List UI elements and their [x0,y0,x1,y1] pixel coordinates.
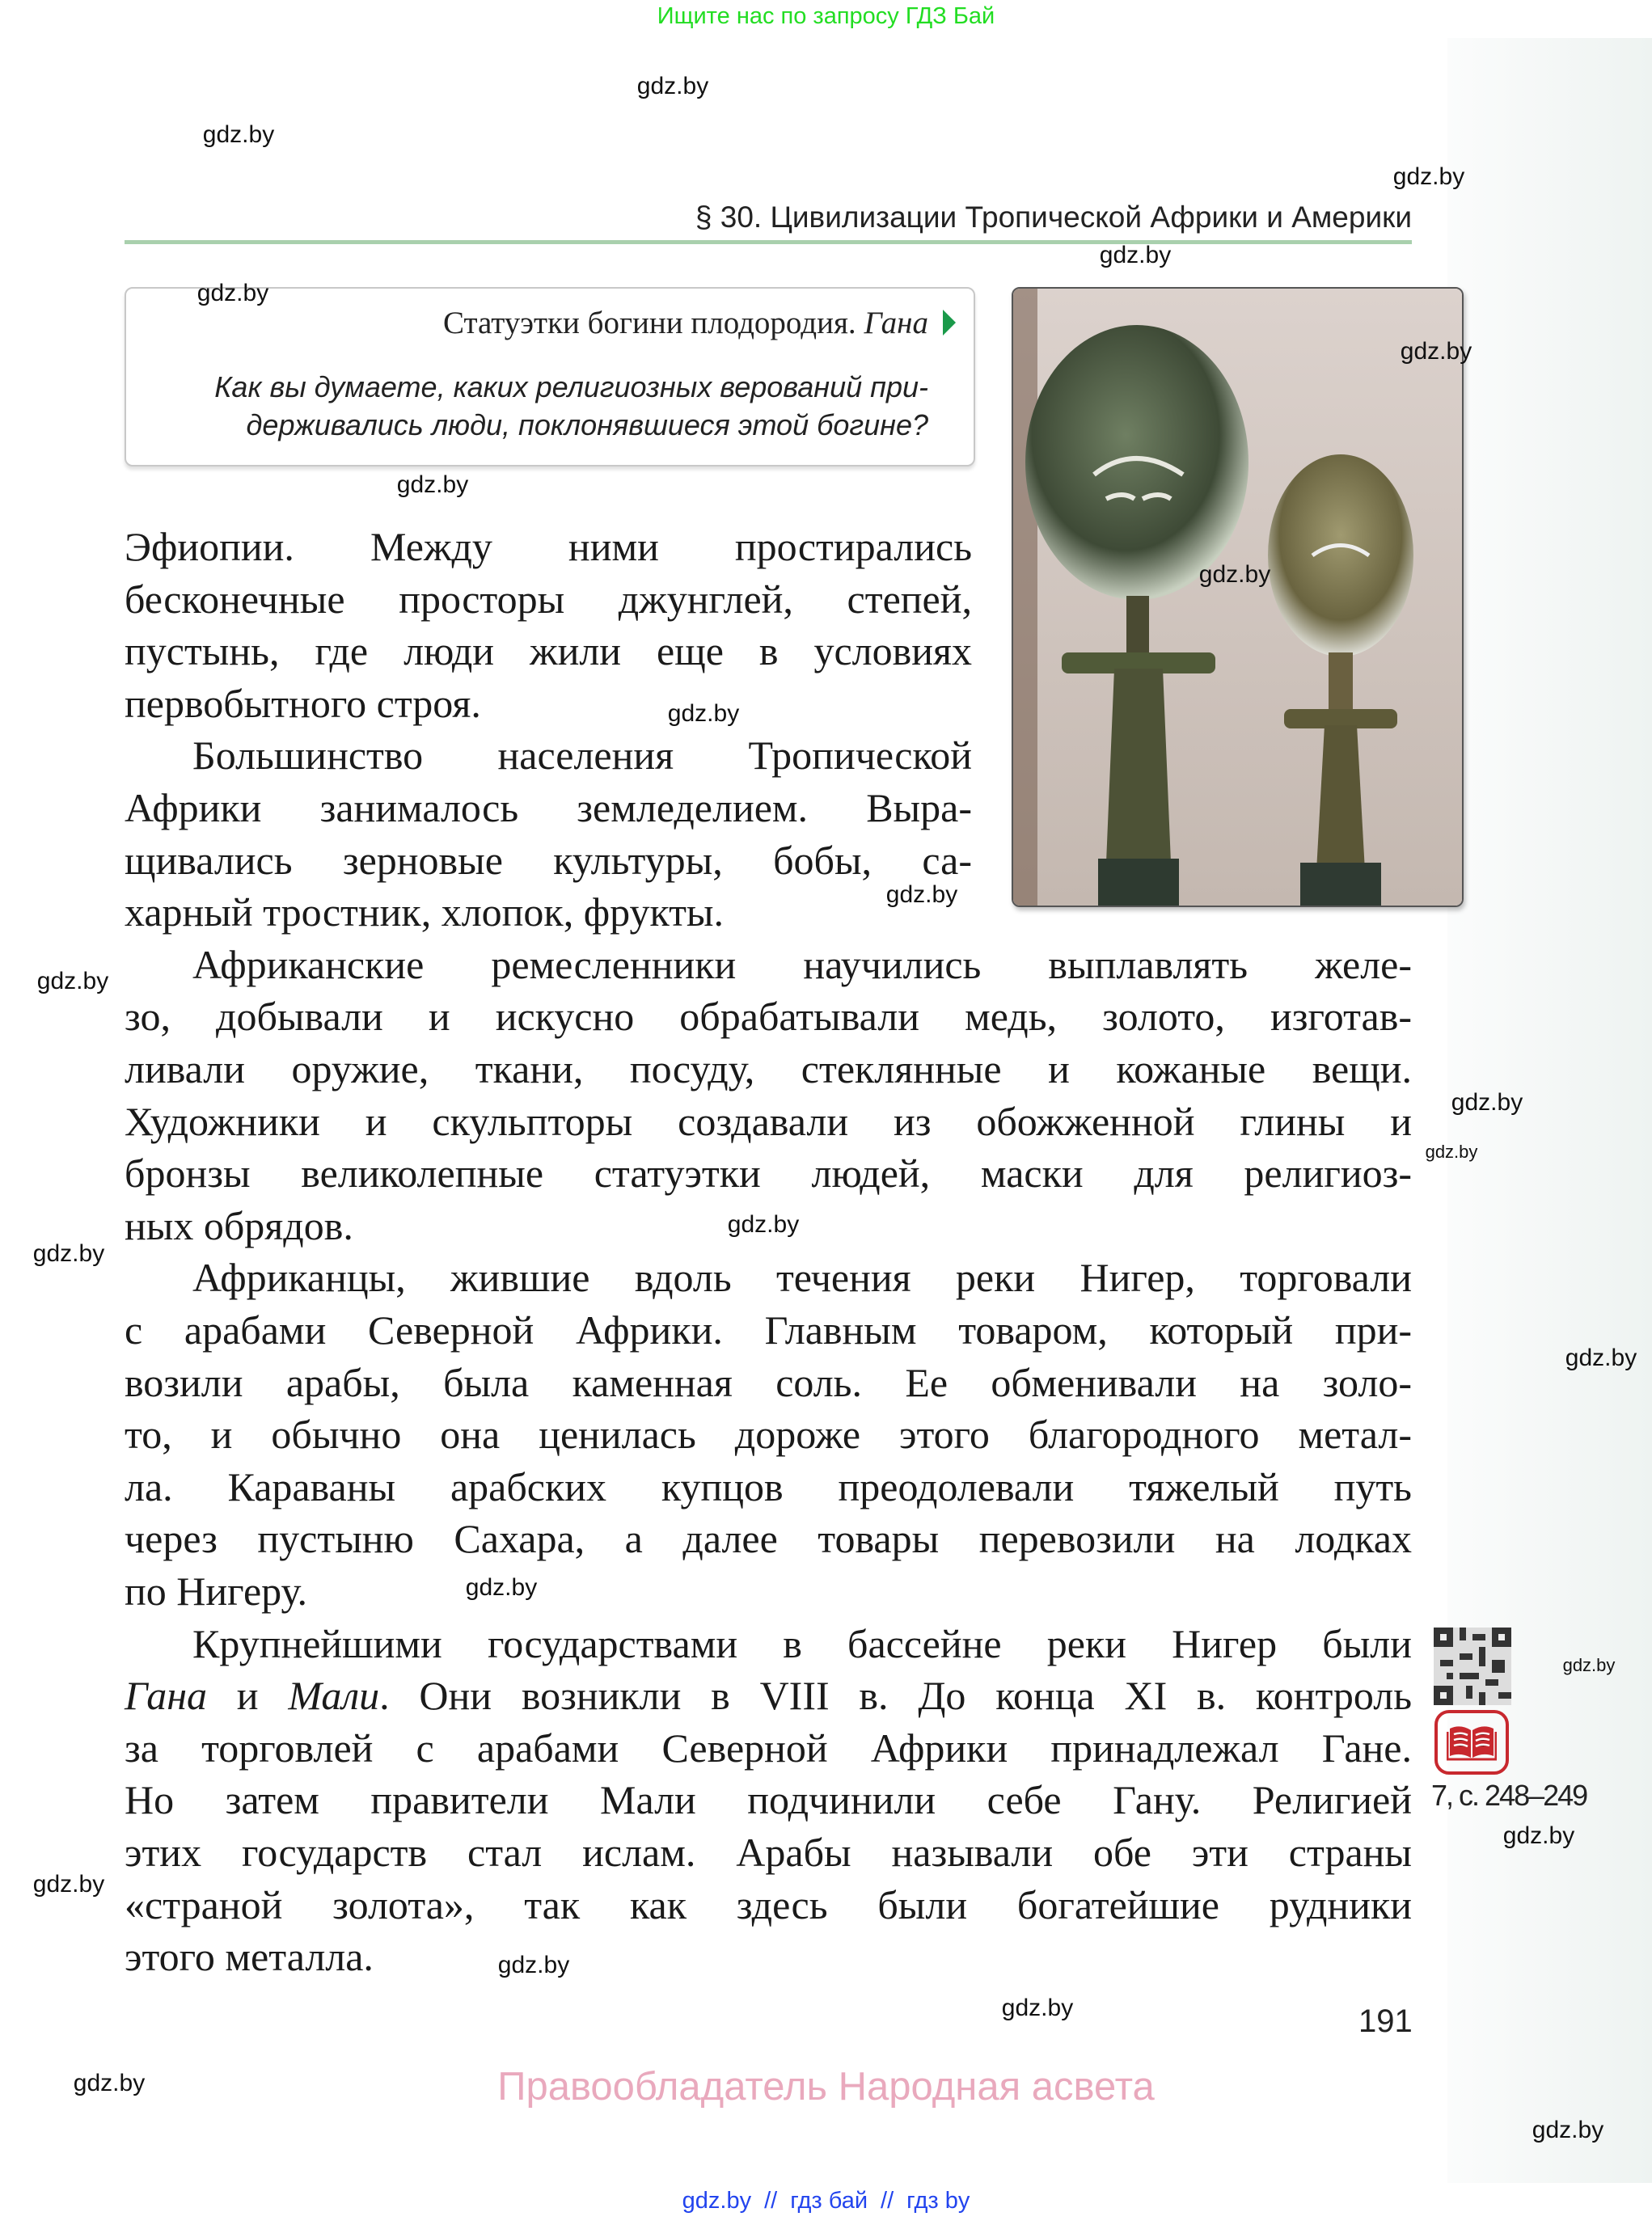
text-line: ных обрядов. [125,1202,353,1248]
separator: // [764,2188,778,2214]
paragraph-3 [125,939,1412,1252]
text-line: ла. Караваны арабских купцов преодолевали тяжелый путь [125,1463,1412,1509]
paragraph-4 [125,1252,1412,1617]
header-divider [125,240,1412,244]
watermark: gdz.by [636,73,709,99]
text-line: щивались зерновые культуры, бобы, са- [125,837,972,883]
text-line: пустынь, где люди жили еще в условиях [125,628,972,674]
term-gana: Гана [125,1673,208,1719]
text-line: через пустыню Сахара, а далее товары перевозили на лодках [125,1516,1412,1562]
text-line: возили арабы, была каменная соль. Ее обменивали на золо- [125,1359,1412,1405]
text-line: Африки занималось земледелием. Выра- [125,784,972,830]
text-line: зо, добывали и искусно обрабатывали медь, золото, изготав- [125,994,1412,1040]
watermark: gdz.by [885,881,958,908]
question-line: Как вы думаете, каких религиозных верований при- [214,370,928,403]
watermark: gdz.by [1198,561,1271,588]
text-line: Крупнейшими государствами в бассейне реки Нигер были [192,1620,1412,1666]
footer-links [0,2188,1652,2214]
text-fragment: . Они возникли в VIII в. До конца XI в. контроль [379,1673,1413,1719]
text-line: Эфиопии. Между ними простирались [125,524,972,569]
text-line: с арабами Северной Африки. Главным товаром, который при- [125,1307,1412,1353]
watermark: gdz.by [1502,1822,1575,1849]
text-line: этого металла. [125,1934,374,1980]
text-line: ливали оружие, ткани, посуду, стеклянные и кожаные вещи. [125,1045,1412,1091]
watermark: gdz.by [1562,1655,1616,1675]
pointer-arrow-icon [943,310,956,336]
watermark: gdz.by [1565,1345,1637,1371]
text-line: Художники и скульпторы создавали из обожженной глины и [125,1098,1412,1144]
text-line: Африканские ремесленники научились выплавлять желе- [192,941,1412,987]
watermark: gdz.by [32,1240,105,1267]
watermark: gdz.by [1400,338,1472,365]
copyright-holder: Правообладатель Народная асвета [497,2065,1155,2109]
text-line: первобытного строя. [125,680,481,726]
watermark: gdz.by [667,700,740,727]
watermark: gdz.by [1001,1995,1074,2021]
watermark: gdz.by [497,1952,570,1978]
search-hint: Ищите нас по запросу ГДЗ Бай [657,3,995,29]
watermark: gdz.by [36,968,109,994]
footer-link[interactable]: gdz.by [682,2188,752,2214]
text-fragment: и [207,1673,289,1719]
term-mali: Мали [288,1673,380,1719]
watermark: gdz.by [1392,163,1465,190]
paragraph-5 [125,1618,1412,1983]
text-line: Но затем правители Мали подчинили себе Гану. Религией [125,1777,1412,1823]
watermark: gdz.by [1099,242,1172,268]
separator: // [881,2188,894,2214]
figure-caption-box [125,287,975,467]
page-number: 191 [1358,2003,1413,2039]
text-line: за торговлей с арабами Северной Африки принадлежал Гане. [125,1725,1412,1771]
watermark: gdz.by [465,1574,538,1601]
paragraph-2 [125,729,972,938]
footer-link[interactable]: гдз бай [790,2188,868,2214]
watermark: gdz.by [196,280,269,306]
caption-text: Статуэтки богини плодородия. [442,306,856,340]
watermark: gdz.by [202,121,275,148]
figure-caption [443,305,928,341]
text-line: бронзы великолепные статуэтки людей, маски для религиоз- [125,1150,1412,1197]
text-line: бесконечные просторы джунглей, степей, [125,576,972,622]
text-line: этих государств стал ислам. Арабы называли обе эти страны [125,1829,1412,1875]
text-line [125,1670,1412,1722]
watermark: gdz.by [32,1871,105,1898]
qr-code[interactable] [1434,1628,1511,1705]
text-line: Африканцы, жившие вдоль течения реки Нигер, торговали [192,1255,1412,1301]
text-line: то, и обычно она ценилась дороже этого благородного метал- [125,1412,1412,1458]
figure-question [214,368,928,444]
watermark: gdz.by [1425,1142,1478,1162]
watermark: gdz.by [73,2070,146,2096]
text-line: по Нигеру. [125,1568,308,1614]
watermark: gdz.by [1451,1089,1523,1116]
paragraph-1 [125,521,972,729]
text-line: харный тростник, хлопок, фрукты. [125,889,725,935]
textbook-reference: 7, с. 248–249 [1431,1779,1587,1812]
text-line: Большинство населения Тропической [192,733,972,779]
watermark: gdz.by [396,471,469,498]
watermark: gdz.by [727,1211,800,1238]
statuettes-photo [1012,287,1464,907]
book-icon[interactable] [1434,1710,1509,1775]
caption-place: Гана [864,306,928,340]
question-line: держивались люди, поклонявшиеся этой богине? [246,408,928,441]
section-title: § 30. Цивилизации Тропической Африки и Америки [695,201,1412,234]
text-line: «страной золота», так как здесь были богатейшие рудники [125,1881,1412,1927]
watermark: gdz.by [1532,2117,1604,2143]
footer-link[interactable]: гдз by [906,2188,970,2214]
